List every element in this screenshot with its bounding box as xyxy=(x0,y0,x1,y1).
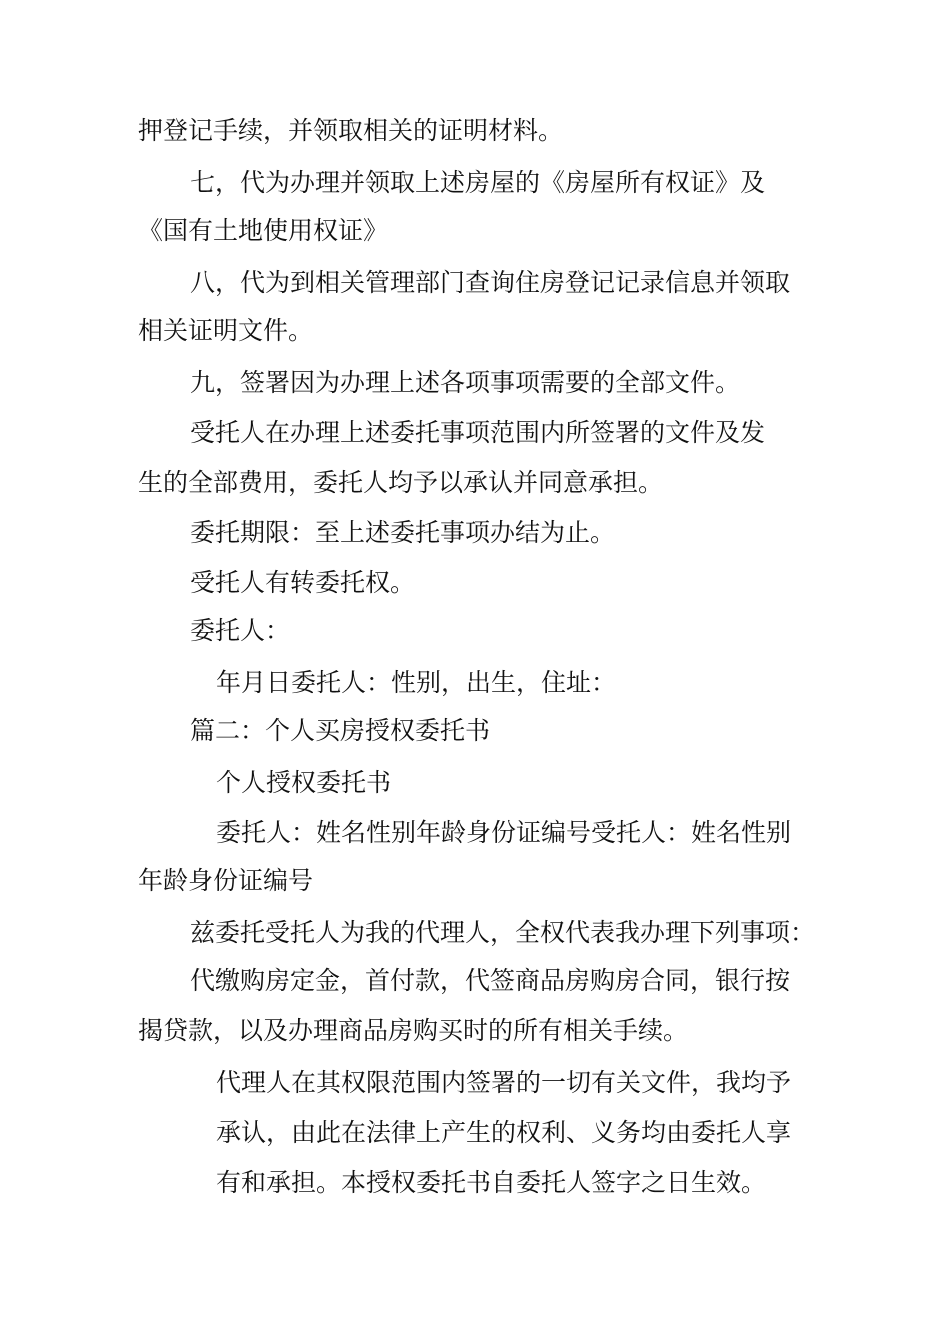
text-line: 八，代为到相关管理部门查询住房登记记录信息并领取 xyxy=(190,268,791,297)
text-line: 委托人：姓名性别年龄身份证编号受托人：姓名性别 xyxy=(216,818,792,847)
text-line: 代理人在其权限范围内签署的一切有关文件，我均予 xyxy=(216,1068,792,1097)
text-line: 委托期限：至上述委托事项办结为止。 xyxy=(190,518,616,547)
text-line: 年月日委托人：性别，出生，住址： xyxy=(216,668,617,697)
text-line: 生的全部费用，委托人均予以承认并同意承担。 xyxy=(138,468,664,497)
text-line: 有和承担。本授权委托书自委托人签字之日生效。 xyxy=(216,1168,767,1197)
text-line: 代缴购房定金，首付款，代签商品房购房合同，银行按 xyxy=(190,966,791,995)
text-line: 受托人有转委托权。 xyxy=(190,568,416,597)
section-heading: 篇二：个人买房授权委托书 xyxy=(190,716,491,745)
text-line: 年龄身份证编号 xyxy=(138,866,314,895)
text-line: 九，签署因为办理上述各项事项需要的全部文件。 xyxy=(190,368,741,397)
text-line: 承认，由此在法律上产生的权利、义务均由委托人享 xyxy=(216,1118,792,1147)
text-line: 兹委托受托人为我的代理人，全权代表我办理下列事项： xyxy=(190,918,816,947)
text-line: 《国有土地使用权证》 xyxy=(138,216,389,245)
text-line: 揭贷款，以及办理商品房购买时的所有相关手续。 xyxy=(138,1016,689,1045)
text-line: 七，代为办理并领取上述房屋的《房屋所有权证》及 xyxy=(190,168,766,197)
text-line: 相关证明文件。 xyxy=(138,316,314,345)
text-line: 受托人在办理上述委托事项范围内所签署的文件及发 xyxy=(190,418,766,447)
text-line: 押登记手续，并领取相关的证明材料。 xyxy=(138,116,564,145)
document-title: 个人授权委托书 xyxy=(216,768,392,797)
text-line: 委托人： xyxy=(190,616,291,645)
